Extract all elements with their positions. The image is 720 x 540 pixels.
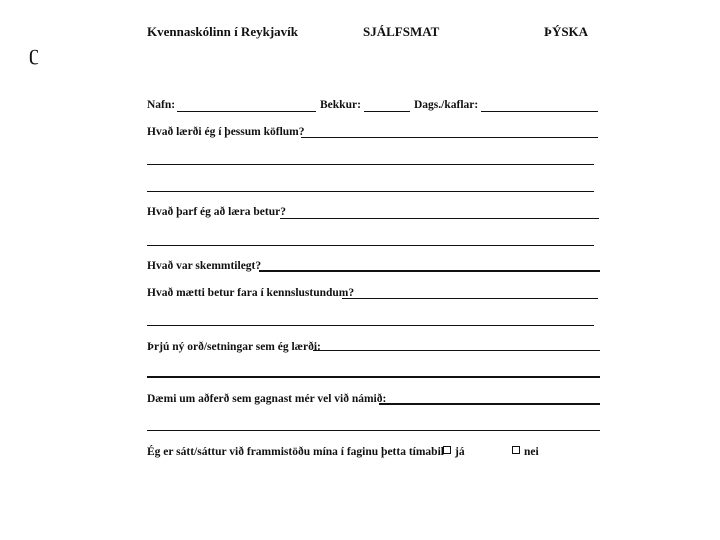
question-improve: Hvað þarf ég að læra betur? <box>147 206 286 218</box>
answer-fun-line[interactable] <box>259 270 600 272</box>
answer-learned-line-1[interactable] <box>301 137 598 138</box>
answer-method-line-1[interactable] <box>379 403 600 405</box>
page-title: SJÁLFSMAT <box>363 24 440 39</box>
answer-new-words-line-1[interactable] <box>313 350 600 351</box>
answer-improve-line-1[interactable] <box>280 218 599 219</box>
answer-lessons-line-1[interactable] <box>342 298 598 299</box>
question-method: Dæmi um aðferð sem gagnast mér vel við námið: <box>147 393 387 405</box>
answer-learned-line-3[interactable] <box>147 191 594 192</box>
date-label: Dags./kaflar: <box>414 99 479 111</box>
answer-method-line-2[interactable] <box>147 430 600 431</box>
corner-mark: ʗ <box>29 40 39 65</box>
option-yes[interactable] <box>443 446 465 459</box>
name-field[interactable] <box>177 111 316 112</box>
question-learned: Hvað lærði ég í þessum köflum? <box>147 126 305 138</box>
subject-name: ÞÝSKA <box>544 24 589 39</box>
answer-lessons-line-2[interactable] <box>147 325 594 326</box>
class-label: Bekkur: <box>320 99 361 111</box>
option-no[interactable] <box>512 446 539 459</box>
class-field[interactable] <box>364 111 410 112</box>
date-field[interactable] <box>481 111 598 112</box>
question-fun: Hvað var skemmtilegt? <box>147 260 262 272</box>
answer-learned-line-2[interactable] <box>147 164 594 165</box>
name-label: Nafn: <box>147 99 176 111</box>
answer-improve-line-2[interactable] <box>147 245 594 246</box>
answer-new-words-line-2[interactable] <box>147 376 600 378</box>
school-name: Kvennaskólinn í Reykjavík <box>147 24 298 39</box>
checkbox-yes-icon[interactable] <box>443 446 451 454</box>
question-lessons: Hvað mætti betur fara í kennslustundum? <box>147 287 355 299</box>
question-satisfied: Ég er sátt/sáttur við frammistöðu mína í faginu þetta tímabil <box>147 446 444 458</box>
question-new-words: Þrjú ný orð/setningar sem ég lærði: <box>147 341 321 353</box>
option-yes-label: já <box>455 446 465 458</box>
option-no-label: nei <box>524 446 539 458</box>
checkbox-no-icon[interactable] <box>512 446 520 454</box>
